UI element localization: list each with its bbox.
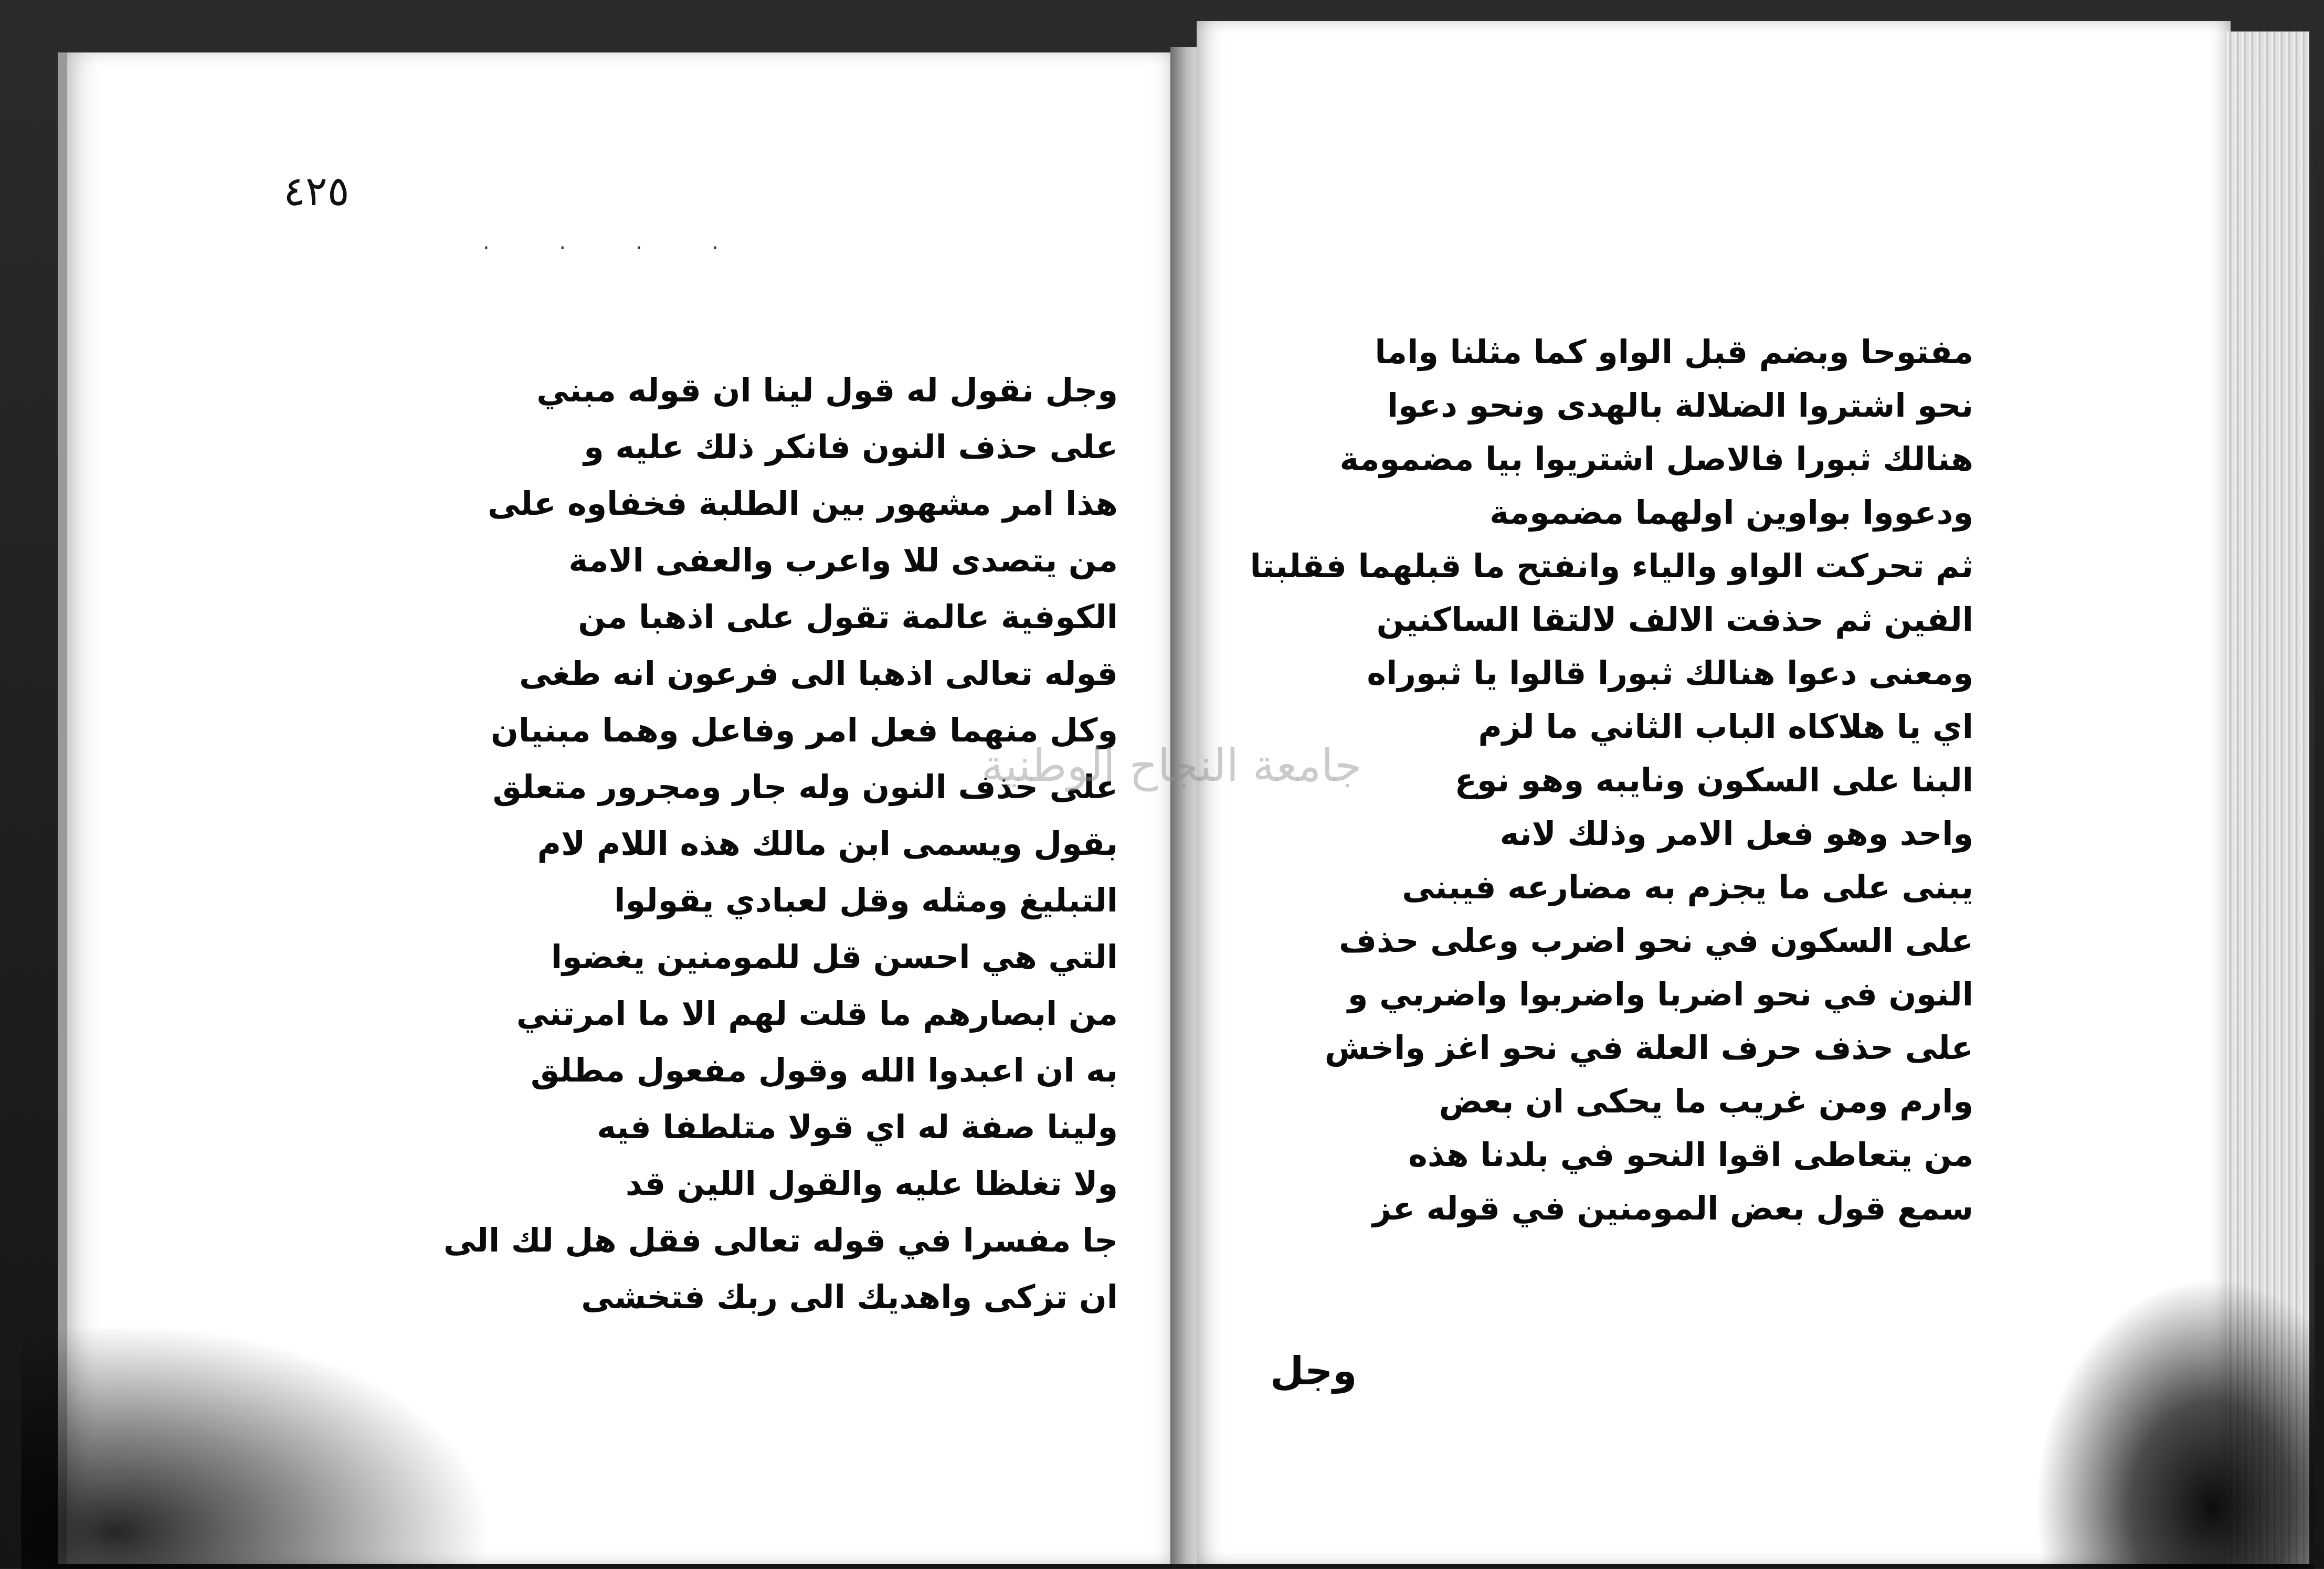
text-line: به ان اعبدوا الله وقول مفعول مطلق [531,1051,1118,1089]
text-line: ان تزكى واهديك الى ربك فتخشى [581,1278,1118,1316]
text-line: على حذف حرف العلة في نحو اغز واخش [1324,1029,1973,1067]
text-line: ولا تغلظا عليه والقول اللين قد [625,1164,1118,1203]
text-line: وجل نقول له قول لينا ان قوله مبني [536,371,1118,409]
text-line: الكوفية عالمة تقول على اذهبا من [578,598,1118,636]
text-line: يبنى على ما يجزم به مضارعه فيبنى [1402,868,1973,906]
text-line: هنالك ثبورا فالاصل اشتريوا بيا مضمومة [1339,440,1973,478]
text-line: وكل منهما فعل امر وفاعل وهما مبنيان [490,711,1118,749]
left-page-text [443,362,1118,1326]
text-line: ولينا صفة له اي قولا متلطفا فيه [597,1108,1118,1146]
text-line: جا مفسرا في قوله تعالى فقل هل لك الى [443,1221,1118,1259]
right-page-text [1244,325,1973,1235]
text-line: الفين ثم حذفت الالف لالتقا الساكنين [1376,600,1973,639]
text-line: نحو اشتروا الضلالة بالهدى ونحو دعوا [1387,386,1973,425]
text-line: من ابصارهم ما قلت لهم الا ما امرتني [516,994,1118,1033]
text-line: مفتوحا وبضم قبل الواو كما مثلنا واما [1375,333,1973,371]
catchword: وجل [1270,1349,1357,1394]
text-line: التي هي احسن قل للمومنين يغضوا [551,938,1118,976]
text-line: النون في نحو اضربا واضربوا واضربي و [1347,975,1973,1013]
page-edges [2225,31,2315,1564]
text-line: اي يا هلاكاه الباب الثاني ما لزم [1478,707,1973,746]
page-number: ٤٢٥ [283,168,350,215]
text-line: البنا على السكون ونايبه وهو نوع [1454,761,1973,799]
text-line: من يتعاطى اقوا النحو في بلدنا هذه [1408,1136,1973,1174]
text-line: ودعووا بواوين اولهما مضمومة [1490,493,1973,532]
library-watermark: جامعة النجاح الوطنية [981,740,1362,791]
text-line: التبليغ ومثله وقل لعبادي يقولوا [614,881,1118,919]
text-line: على حذف النون وله جار ومجرور متعلق [492,768,1118,806]
text-line: قوله تعالى اذهبا الى فرعون انه طغى [519,654,1118,693]
text-line: من يتصدى للا واعرب والعفى الامة [568,541,1118,579]
text-line: ثم تحركت الواو والياء وانفتح ما قبلهما فقلبتا [1250,547,1973,585]
text-line: وارم ومن غريب ما يحكى ان بعض [1439,1082,1973,1120]
text-line: هذا امر مشهور بين الطلبة فخفاوه على [488,484,1118,523]
text-line: ومعنى دعوا هنالك ثبورا قالوا يا ثبوراه [1367,654,1973,692]
text-line: واحد وهو فعل الامر وذلك لانه [1499,814,1973,853]
text-line: بقول ويسمى ابن مالك هذه اللام لام [537,824,1118,863]
ink-dots: · · · · [483,236,751,260]
text-line: سمع قول بعض المومنين في قوله عز [1372,1189,1973,1227]
text-line: على السكون في نحو اضرب وعلى حذف [1339,921,1973,960]
text-line: على حذف النون فانكر ذلك عليه و [584,428,1118,466]
